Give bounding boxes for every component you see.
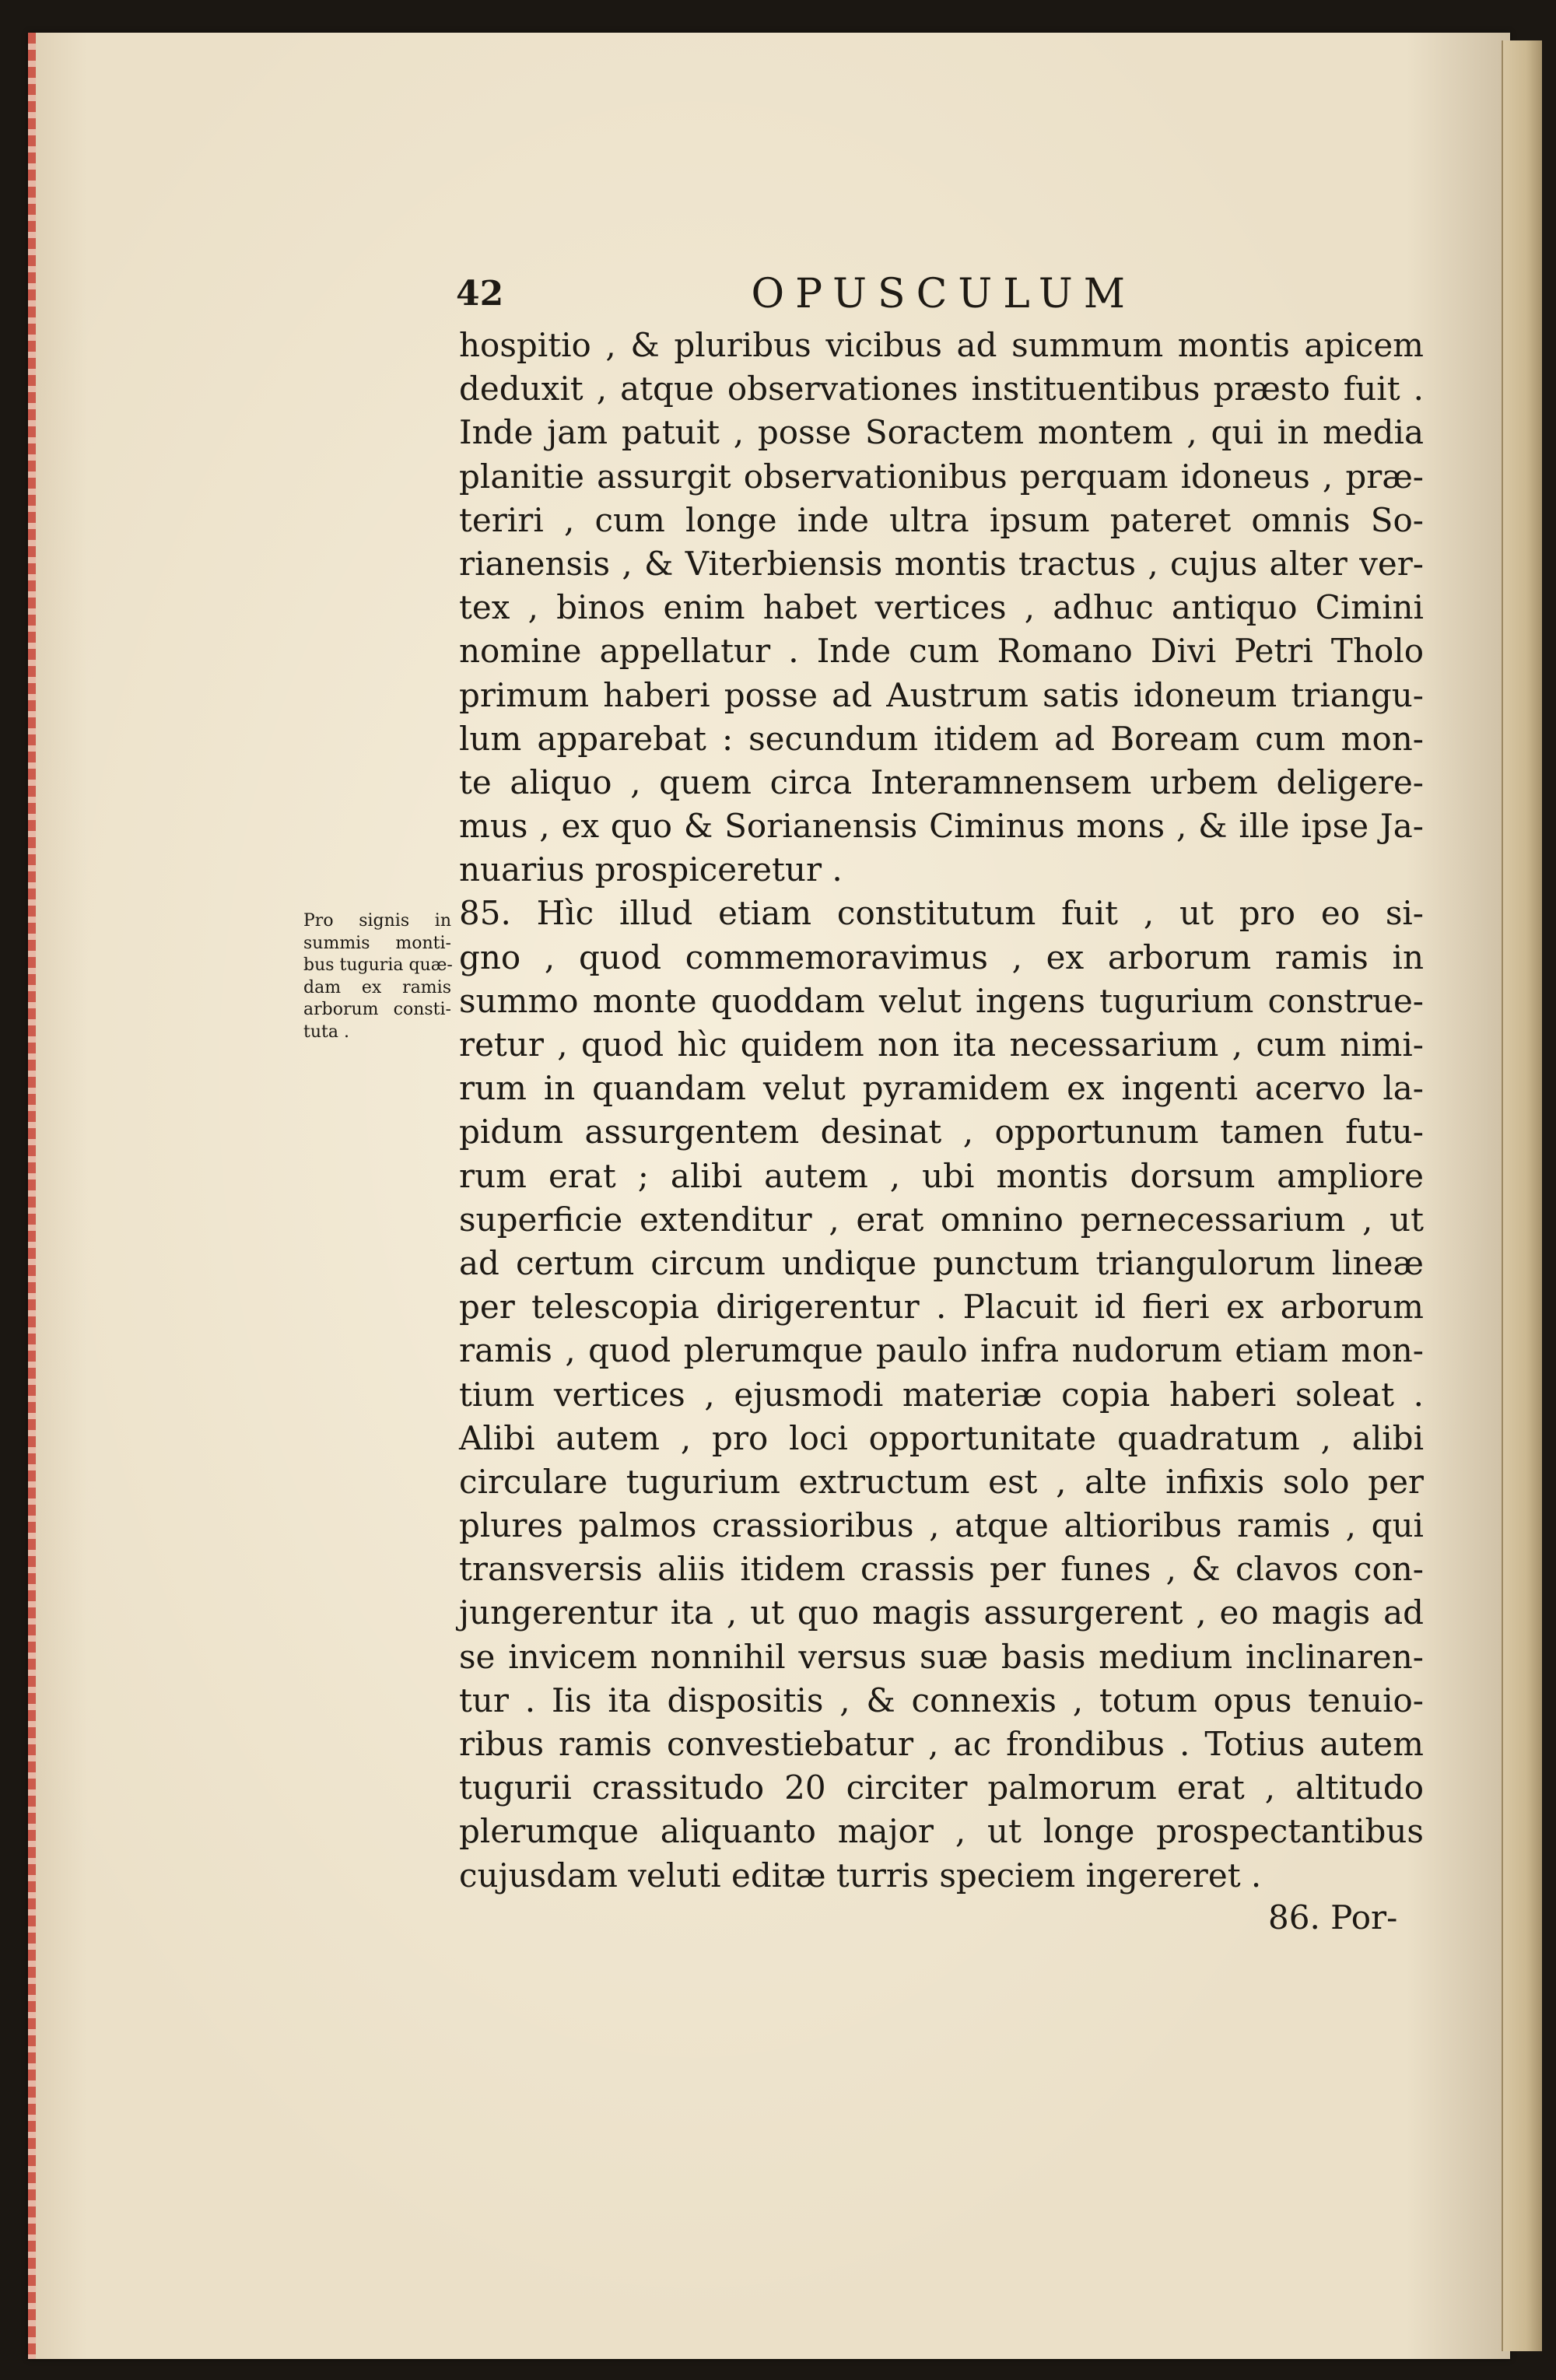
- text-line: tugurii crassitudo 20 circiter palmorum erat , altitudo: [459, 1768, 1424, 1807]
- text-line: planitie assurgit observationibus perquam idoneus , præ-: [459, 457, 1424, 496]
- text-line: summo monte quoddam velut ingens tugurium construe-: [459, 981, 1424, 1020]
- text-line: ribus ramis convestiebatur , ac frondibus . Totius autem: [459, 1725, 1424, 1763]
- text-line: gno , quod commemoravimus , ex arborum ramis in: [459, 938, 1424, 976]
- text-line: superficie extenditur , erat omnino pernecessarium , ut: [459, 1200, 1424, 1239]
- text-line: jungerentur ita , ut quo magis assurgerent , eo magis ad: [459, 1593, 1424, 1632]
- text-line: ramis , quod plerumque paulo infra nudorum etiam mon-: [459, 1331, 1424, 1370]
- running-title: [0, 271, 1136, 317]
- text-line: plerumque aliquanto major , ut longe prospectantibus: [459, 1812, 1424, 1851]
- marginal-line: Pro signis in: [303, 911, 451, 931]
- text-line: te aliquo , quem circa Interamnensem urbem deligere-: [459, 762, 1424, 801]
- text-line: pidum assurgentem desinat , opportunum tamen futu-: [459, 1113, 1424, 1151]
- text-line: primum haberi posse ad Austrum satis idoneum triangu-: [459, 675, 1424, 714]
- text-line: rum in quandam velut pyramidem ex ingenti acervo la-: [459, 1069, 1424, 1108]
- text-line: mus , ex quo & Sorianensis Ciminus mons , & ille ipse Ja-: [459, 807, 1424, 846]
- catchword: 86. Por-: [1268, 1898, 1398, 1937]
- marginal-line: summis monti-: [303, 933, 451, 953]
- text-line: deduxit , atque observationes instituentibus præsto fuit .: [459, 370, 1424, 408]
- text-line: nomine appellatur . Inde cum Romano Divi Petri Tholo: [459, 632, 1424, 671]
- text-line: teriri , cum longe inde ultra ipsum pateret omnis So-: [459, 500, 1424, 539]
- text-line: nuarius prospiceretur .: [459, 850, 843, 889]
- text-line: plures palmos crassioribus , atque altioribus ramis , qui: [459, 1506, 1424, 1545]
- marginal-line: dam ex ramis: [303, 977, 451, 997]
- text-line: hospitio , & pluribus vicibus ad summum montis apicem: [459, 326, 1424, 364]
- text-line: rum erat ; alibi autem , ubi montis dorsum ampliore: [459, 1156, 1424, 1195]
- red-page-edge: [28, 33, 36, 2359]
- marginal-note: [303, 910, 451, 1043]
- marginal-line: bus tuguria quæ-: [303, 955, 453, 975]
- facing-page-edge: [1502, 40, 1542, 2351]
- text-line: transversis aliis itidem crassis per funes , & clavos con-: [459, 1550, 1424, 1589]
- text-line: 85. Hìc illud etiam constitutum fuit , ut pro eo si-: [459, 894, 1424, 933]
- text-line: tur . Iis ita dispositis , & connexis , totum opus tenuio-: [459, 1681, 1424, 1719]
- text-line: cujusdam veluti editæ turris speciem ingereret .: [459, 1856, 1262, 1895]
- text-line: tium vertices , ejusmodi materiæ copia haberi soleat .: [459, 1375, 1424, 1414]
- marginal-line: arborum consti-: [303, 1000, 451, 1019]
- text-line: Inde jam patuit , posse Soractem montem , qui in media: [459, 413, 1424, 452]
- text-line: ad certum circum undique punctum triangulorum lineæ: [459, 1243, 1424, 1282]
- text-line: tex , binos enim habet vertices , adhuc antiquo Cimini: [459, 588, 1424, 627]
- text-line: se invicem nonnihil versus suæ basis medium inclinaren-: [459, 1637, 1424, 1676]
- text-line: per telescopia dirigerentur . Placuit id fieri ex arborum: [459, 1288, 1424, 1327]
- text-line: lum apparebat : secundum itidem ad Boream cum mon-: [459, 719, 1424, 758]
- running-title-text: OPUSCULUM: [751, 271, 1136, 317]
- text-line: circulare tugurium extructum est , alte infixis solo per: [459, 1462, 1424, 1501]
- marginal-line: tuta .: [303, 1022, 349, 1042]
- page-number: 42: [456, 274, 504, 314]
- text-line: retur , quod hìc quidem non ita necessarium , cum nimi-: [459, 1025, 1424, 1064]
- text-line: rianensis , & Viterbiensis montis tractus , cujus alter ver-: [459, 544, 1424, 583]
- body-text: [459, 324, 1424, 1898]
- text-line: Alibi autem , pro loci opportunitate quadratum , alibi: [459, 1418, 1424, 1457]
